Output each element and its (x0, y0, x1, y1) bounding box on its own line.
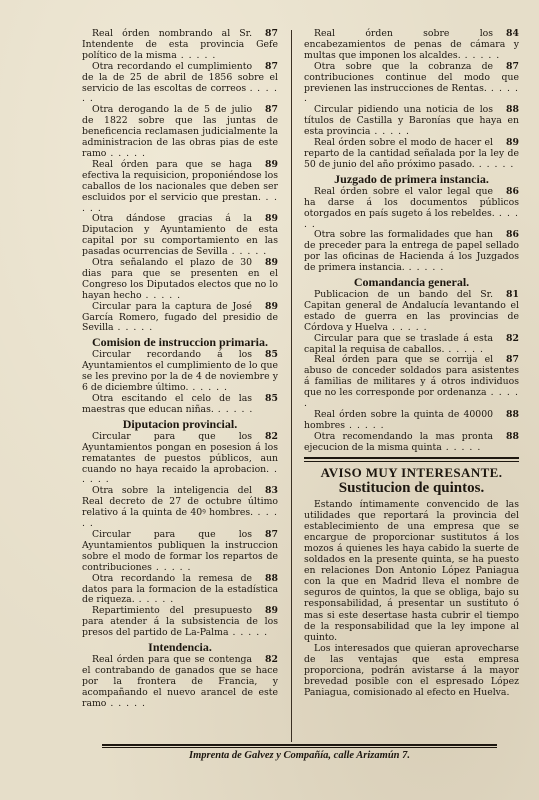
aviso-top-rule-thin (304, 461, 519, 462)
leader-dots: . . . . . (82, 82, 279, 105)
leader-dots: . . . . . (141, 289, 182, 301)
leader-dots: . . . . . (176, 49, 217, 61)
entry-text: Circular recordando á los Ayuntamientos el cumplimiento de lo que se les previno por la de 4 de noviembre y 6 de diciembre último. (82, 349, 278, 394)
leader-dots: . . . . . (134, 594, 175, 606)
page-number: 86 (506, 229, 519, 241)
page-number: 89 (265, 213, 278, 225)
index-entry (82, 302, 278, 335)
index-entry (82, 160, 278, 215)
index-entry (304, 105, 519, 138)
index-entry (304, 290, 519, 334)
index-entry (304, 355, 519, 410)
index-entry (82, 29, 278, 62)
entry-text: Real órden para que se contenga el contrabando de ganados que se hace por la frontera de Francia, y acompañando el nuevo arancel de este ramo (82, 654, 278, 709)
entry-text: Circular pidiendo una noticia de los títulos de Castilla y Baronías que haya en esta provincia (304, 104, 519, 138)
index-column-right-entries (304, 29, 519, 454)
entry-text: Otra recordando la remesa de datos para la formacion de la estadística de riqueza. (82, 572, 278, 606)
page-number: 83 (265, 485, 278, 497)
leader-dots: . . . . . (304, 387, 519, 410)
index-entry (82, 105, 278, 160)
index-entry (304, 187, 519, 231)
index-entry (82, 574, 278, 607)
page-number: 88 (506, 430, 519, 442)
page-number: 85 (265, 349, 278, 361)
index-entry (82, 214, 278, 258)
leader-dots: . . . . . (441, 441, 482, 453)
entry-text: Publicacion de un bando del Sr. Capitan general de Andalucía levantando el estado de guerra en las provincias de Córdova y Huelva (304, 289, 519, 333)
printer-imprint: Imprenta de Galvez y Compañía, calle Arizamún 7. (189, 750, 410, 761)
leader-dots: . . . . . (82, 507, 278, 530)
index-entry (82, 394, 278, 416)
page-number: 87 (265, 104, 278, 116)
index-entry (304, 29, 519, 62)
page-number: 88 (506, 409, 519, 420)
index-entry (304, 62, 519, 106)
page-number: 89 (265, 300, 278, 312)
entry-text: Otra sobre la inteligencia del Real decreto de 27 de octubre último relativo á la quinta de 40ꝰ hombres. (82, 485, 278, 519)
page-number: 82 (265, 430, 278, 442)
section-heading: Comision de instruccion primaria. (92, 335, 268, 350)
leader-dots: . . . . . (474, 158, 515, 170)
entry-text: Real órden nombrando al Sr. Intendente de esta provincia Gefe político de la misma (82, 28, 278, 61)
entry-text: Otra escitando el celo de las maestras que educan niñas. (82, 393, 253, 415)
index-entry (304, 432, 519, 454)
aviso-paragraph: Los interesados que quieran aprovecharse de las ventajas que esta empresa proporciona, podrán avistarse á la mayor brevedad posible con el espresado López Paniagua, comisionado al efecto en Huelva. (304, 642, 519, 699)
entry-text: Otra recomendando la mas pronta ejecucion de la misma quinta (304, 430, 494, 453)
leader-dots: . . . . . (82, 191, 279, 214)
page-number: 89 (265, 158, 278, 170)
entry-text: Otra sobre que la cobranza de contribuciones continue del modo que previenen las instrucciones de Rentas. (304, 60, 519, 94)
page-number: 81 (506, 289, 519, 301)
index-entry (82, 486, 278, 530)
page-number: 86 (506, 185, 519, 197)
leader-dots: . . . . . (82, 463, 278, 486)
leader-dots: . . . . . (388, 321, 428, 333)
page-number: 85 (265, 393, 278, 404)
page-number: 87 (265, 60, 278, 72)
leader-dots: . . . . . (228, 627, 269, 639)
index-entry (304, 410, 519, 432)
page-number: 89 (265, 257, 278, 269)
page-number: 89 (265, 605, 278, 617)
index-entry (82, 62, 278, 106)
leader-dots: . . . . . (370, 126, 410, 138)
entry-text: Real órden sobre los encabezamientos de penas de cámara y multas que imponen los alcaldes. (304, 28, 519, 61)
entry-text: Circular para la captura de José García Romero, fugado del presidio de Sevilla (82, 300, 278, 334)
page-number: 87 (265, 28, 278, 39)
index-column-right (304, 29, 519, 698)
section-heading: Juzgado de primera instancia. (334, 171, 489, 186)
index-entry (82, 606, 278, 639)
entry-text: Circular para que se traslade á esta capital la requisa de caballos. (304, 332, 494, 355)
leader-dots: . . . . . (444, 343, 484, 355)
entry-text: Circular para que los Ayuntamientos publiquen la instruccion sobre el modo de formar los repartos de contribuciones (82, 528, 278, 573)
index-entry (82, 258, 278, 302)
page-number: 88 (506, 104, 519, 116)
entry-text: Otra dándose gracias á la Diputacion y Ayuntamiento de esta capital por su comportamiento en las pasadas ocurrencias de Sevilla (82, 213, 278, 258)
page-number: 89 (506, 137, 519, 149)
page-number: 87 (506, 354, 519, 366)
page-number: 87 (506, 60, 519, 72)
leader-dots: . . . . . (345, 419, 385, 431)
leader-dots: . . . . . (460, 49, 501, 61)
aviso-subtitle: Sustitucion de quintos. (338, 479, 485, 496)
leader-dots: . . . . . (113, 322, 154, 334)
section-heading: Diputacion provincial. (122, 416, 238, 431)
leader-dots: . . . . . (404, 262, 445, 274)
aviso-title: AVISO MUY INTERESANTE. (320, 464, 503, 480)
entry-text: Otra recordando el cumplimiento de la de 25 de abril de 1856 sobre el servicio de las escoltas de correos . (82, 60, 278, 94)
entry-text: Otra sobre las formalidades que han de preceder para la entrega de papel sellado por las oficinas de Hacienda á los Juzgados de primera instancia. (304, 229, 519, 274)
column-divider (291, 30, 292, 742)
imprint-rule-thin (102, 747, 497, 748)
index-entry (82, 530, 278, 574)
aviso-paragraph: Estando íntimamente convencido de las utilidades que reportará la provincia del establecimiento de una empresa que se encargue de proporcionar sustitutos á los mozos á quienes les haya cabido la suerte de soldados en la presente quinta, se ha puesto en relaciones Don Antonio López Paniagua con la que en Madrid lleva el nombre de seguros de quintos, la que se obliga, bajo su responsabilidad, á presentar un sustituto ó mas si este desertase hasta cubrir el tiempo de la responsabilidad que la ley impone al quinto. (304, 498, 519, 643)
index-entry (82, 655, 278, 710)
index-entry (304, 230, 519, 274)
leader-dots: . . . . . (188, 382, 228, 394)
index-entry (304, 138, 519, 171)
leader-dots: . . . . . (213, 403, 254, 415)
entry-text: Otra señalando el plazo de 30 dias para que se presenten en el Congreso los Diputados electos que no lo hayan hecho (82, 257, 278, 301)
page-number: 84 (506, 28, 519, 39)
entry-text: Real órden sobre la quinta de 40000 hombres (304, 409, 494, 431)
entry-text: Real órden sobre el valor legal que ha darse á los documentos públicos otorgados en país sugeto á los rebeldes. (304, 185, 519, 219)
page-number: 88 (265, 572, 278, 584)
entry-text: Real órden para que se haga efectiva la requisicion, proponiéndose los caballos de los nacionales que deben ser escluidos por el servicio que prestan. (82, 158, 278, 203)
leader-dots: . . . . . (227, 246, 268, 258)
entry-text: Real órden para que se corrija el abuso de conceder soldados para asistentes á familias de militares y á otros individuos que no les corresponde por ordenanza (304, 354, 519, 399)
leader-dots: . . . . . (304, 82, 519, 105)
page-number: 87 (265, 528, 278, 540)
entry-text: Real órden sobre el modo de hacer el reparto de la cantidad señalada por la ley de 50 de junio del año próximo pasado. (304, 137, 519, 170)
entry-text: Circular para que los Ayuntamientos pongan en posesion á los rematantes de puestos públicos, aun cuando no haya recaido la aprobacion. (82, 430, 278, 475)
imprint-rule (102, 744, 497, 746)
page-number: 82 (265, 654, 278, 666)
aviso-top-rule (304, 457, 519, 459)
page-number: 82 (506, 332, 519, 344)
section-heading: Intendencia. (148, 640, 212, 655)
index-entry (82, 350, 278, 394)
entry-text: Repartimiento del presupuesto para atender á la subsistencia de los presos del partido de La-Palma (82, 605, 278, 639)
leader-dots: . . . . . (304, 207, 519, 230)
leader-dots: . . . . . (106, 697, 146, 709)
leader-dots: . . . . . (106, 147, 146, 159)
index-column-left (82, 29, 278, 710)
leader-dots: . . . . . (151, 561, 192, 573)
index-entry (82, 432, 278, 487)
entry-text: Otra derogando la de 5 de julio de 1822 sobre que las juntas de beneficencia reclamasen judicialmente la administracion de las obras pias de este ramo (82, 104, 278, 159)
index-entry (304, 334, 519, 356)
section-heading: Comandancia general. (353, 275, 470, 290)
